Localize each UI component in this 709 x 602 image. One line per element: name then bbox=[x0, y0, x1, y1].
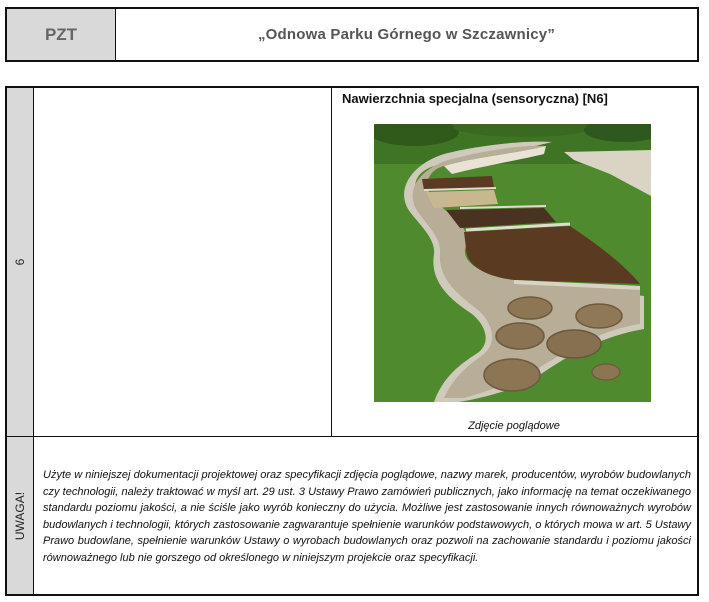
header-title: „Odnowa Parku Górnego w Szczawnicy” bbox=[257, 26, 556, 43]
column-divider bbox=[331, 88, 332, 436]
document-header bbox=[5, 7, 699, 62]
empty-cell bbox=[34, 88, 331, 436]
photo-caption: Zdjęcie poglądowe bbox=[468, 420, 560, 432]
header-code: PZT bbox=[7, 9, 116, 60]
row-number: 6 bbox=[13, 258, 27, 266]
note-label: UWAGA! bbox=[13, 491, 27, 540]
surface-title: Nawierzchnia specjalna (sensoryczna) [N6] bbox=[342, 91, 608, 106]
sensory-path-photo bbox=[374, 124, 651, 402]
row-divider bbox=[7, 436, 697, 437]
note-label-cell bbox=[7, 437, 33, 594]
spec-table bbox=[5, 86, 699, 596]
row-number-cell bbox=[7, 88, 33, 436]
disclaimer-text: Użyte w niniejszej dokumentacji projektowej oraz specyfikacji zdjęcia poglądowe, nazwy marek, producentów, wyrobów budowlanych czy technologii, należy traktować w myśl art. 29 ust. 3 Ustawy Prawo zamówień publicznych, jako informację na temat oczekiwanego standardu poziomu jakości, a nie ściśle jako wyrób konieczny do użycia. Możliwe jest zastosowanie innych równoważnych wyrobów budowlanych i technologii, których zastosowanie zagwarantuje spełnienie warunków podstawowych, o których mowa w art. 5 Ustawy Prawo budowlane, spełnienie warunków Ustawy o wyrobach budowlanych oraz pozwoli na zachowanie standardu i poziomu jakości równoważnego lub nie gorszego od określonego w niniejszym projekcie oraz specyfikacji. bbox=[43, 469, 691, 564]
